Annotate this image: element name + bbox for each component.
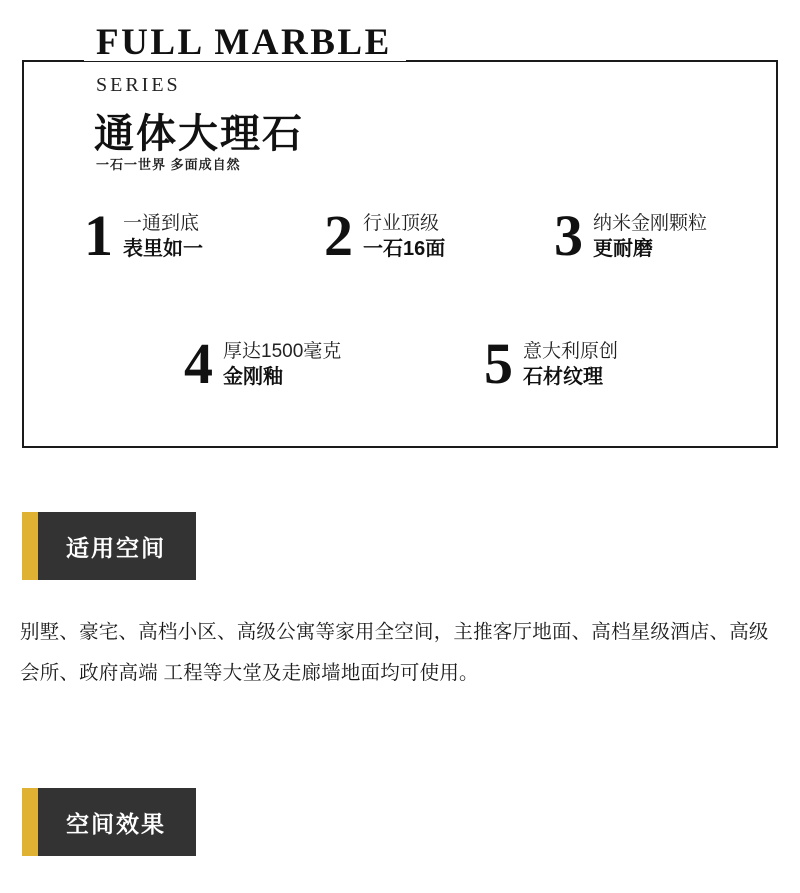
feature-line-2: 金刚釉 bbox=[223, 366, 283, 388]
feature-line-1: 行业顶级 bbox=[363, 213, 440, 234]
feature-text bbox=[363, 209, 445, 262]
applicable-spaces-paragraph: 别墅、豪宅、高档小区、高级公寓等家用全空间，主推客厅地面、高档星级酒店、高级会所、政府高端 工程等大堂及走廊墙地面均可使用。 bbox=[20, 621, 769, 684]
feature-number: 4 bbox=[184, 331, 213, 396]
feature-line-1: 意大利原创 bbox=[523, 341, 619, 362]
feature-item-5 bbox=[484, 331, 619, 396]
feature-text bbox=[593, 209, 707, 262]
feature-item-1 bbox=[84, 203, 203, 268]
section-label-block bbox=[38, 788, 196, 856]
feature-line-1: 一通到底 bbox=[123, 213, 200, 234]
feature-text bbox=[523, 337, 618, 390]
feature-item-4 bbox=[184, 331, 342, 396]
feature-line-2: 表里如一 bbox=[123, 238, 203, 260]
feature-line-2: 一石16面 bbox=[363, 238, 446, 260]
feature-line-2: 石材纹理 bbox=[523, 366, 603, 388]
section-header-space-effect bbox=[22, 788, 196, 856]
feature-number: 1 bbox=[84, 203, 113, 268]
feature-text bbox=[223, 337, 341, 390]
hero-subtitle-cn: 一石一世界 多面成自然 bbox=[96, 157, 241, 172]
feature-item-3 bbox=[554, 203, 708, 268]
feature-line-1: 纳米金刚颗粒 bbox=[593, 213, 708, 234]
feature-number: 2 bbox=[324, 203, 353, 268]
hero-frame bbox=[22, 22, 778, 448]
section-label: 适用空间 bbox=[66, 534, 166, 561]
feature-line-1: 厚达1500毫克 bbox=[223, 341, 342, 362]
accent-bar bbox=[22, 512, 38, 580]
hero-title-en: FULL MARBLE bbox=[84, 24, 406, 61]
hero-series-en: SERIES bbox=[96, 74, 181, 96]
section-label-block bbox=[38, 512, 196, 580]
feature-item-2 bbox=[324, 203, 446, 268]
feature-line-2: 更耐磨 bbox=[593, 238, 653, 260]
accent-bar bbox=[22, 788, 38, 856]
hero-title-cn: 通体大理石 bbox=[94, 112, 304, 156]
section-header-applicable-spaces bbox=[22, 512, 196, 580]
feature-text bbox=[123, 209, 203, 262]
section-label: 空间效果 bbox=[66, 810, 166, 837]
feature-number: 5 bbox=[484, 331, 513, 396]
feature-number: 3 bbox=[554, 203, 583, 268]
